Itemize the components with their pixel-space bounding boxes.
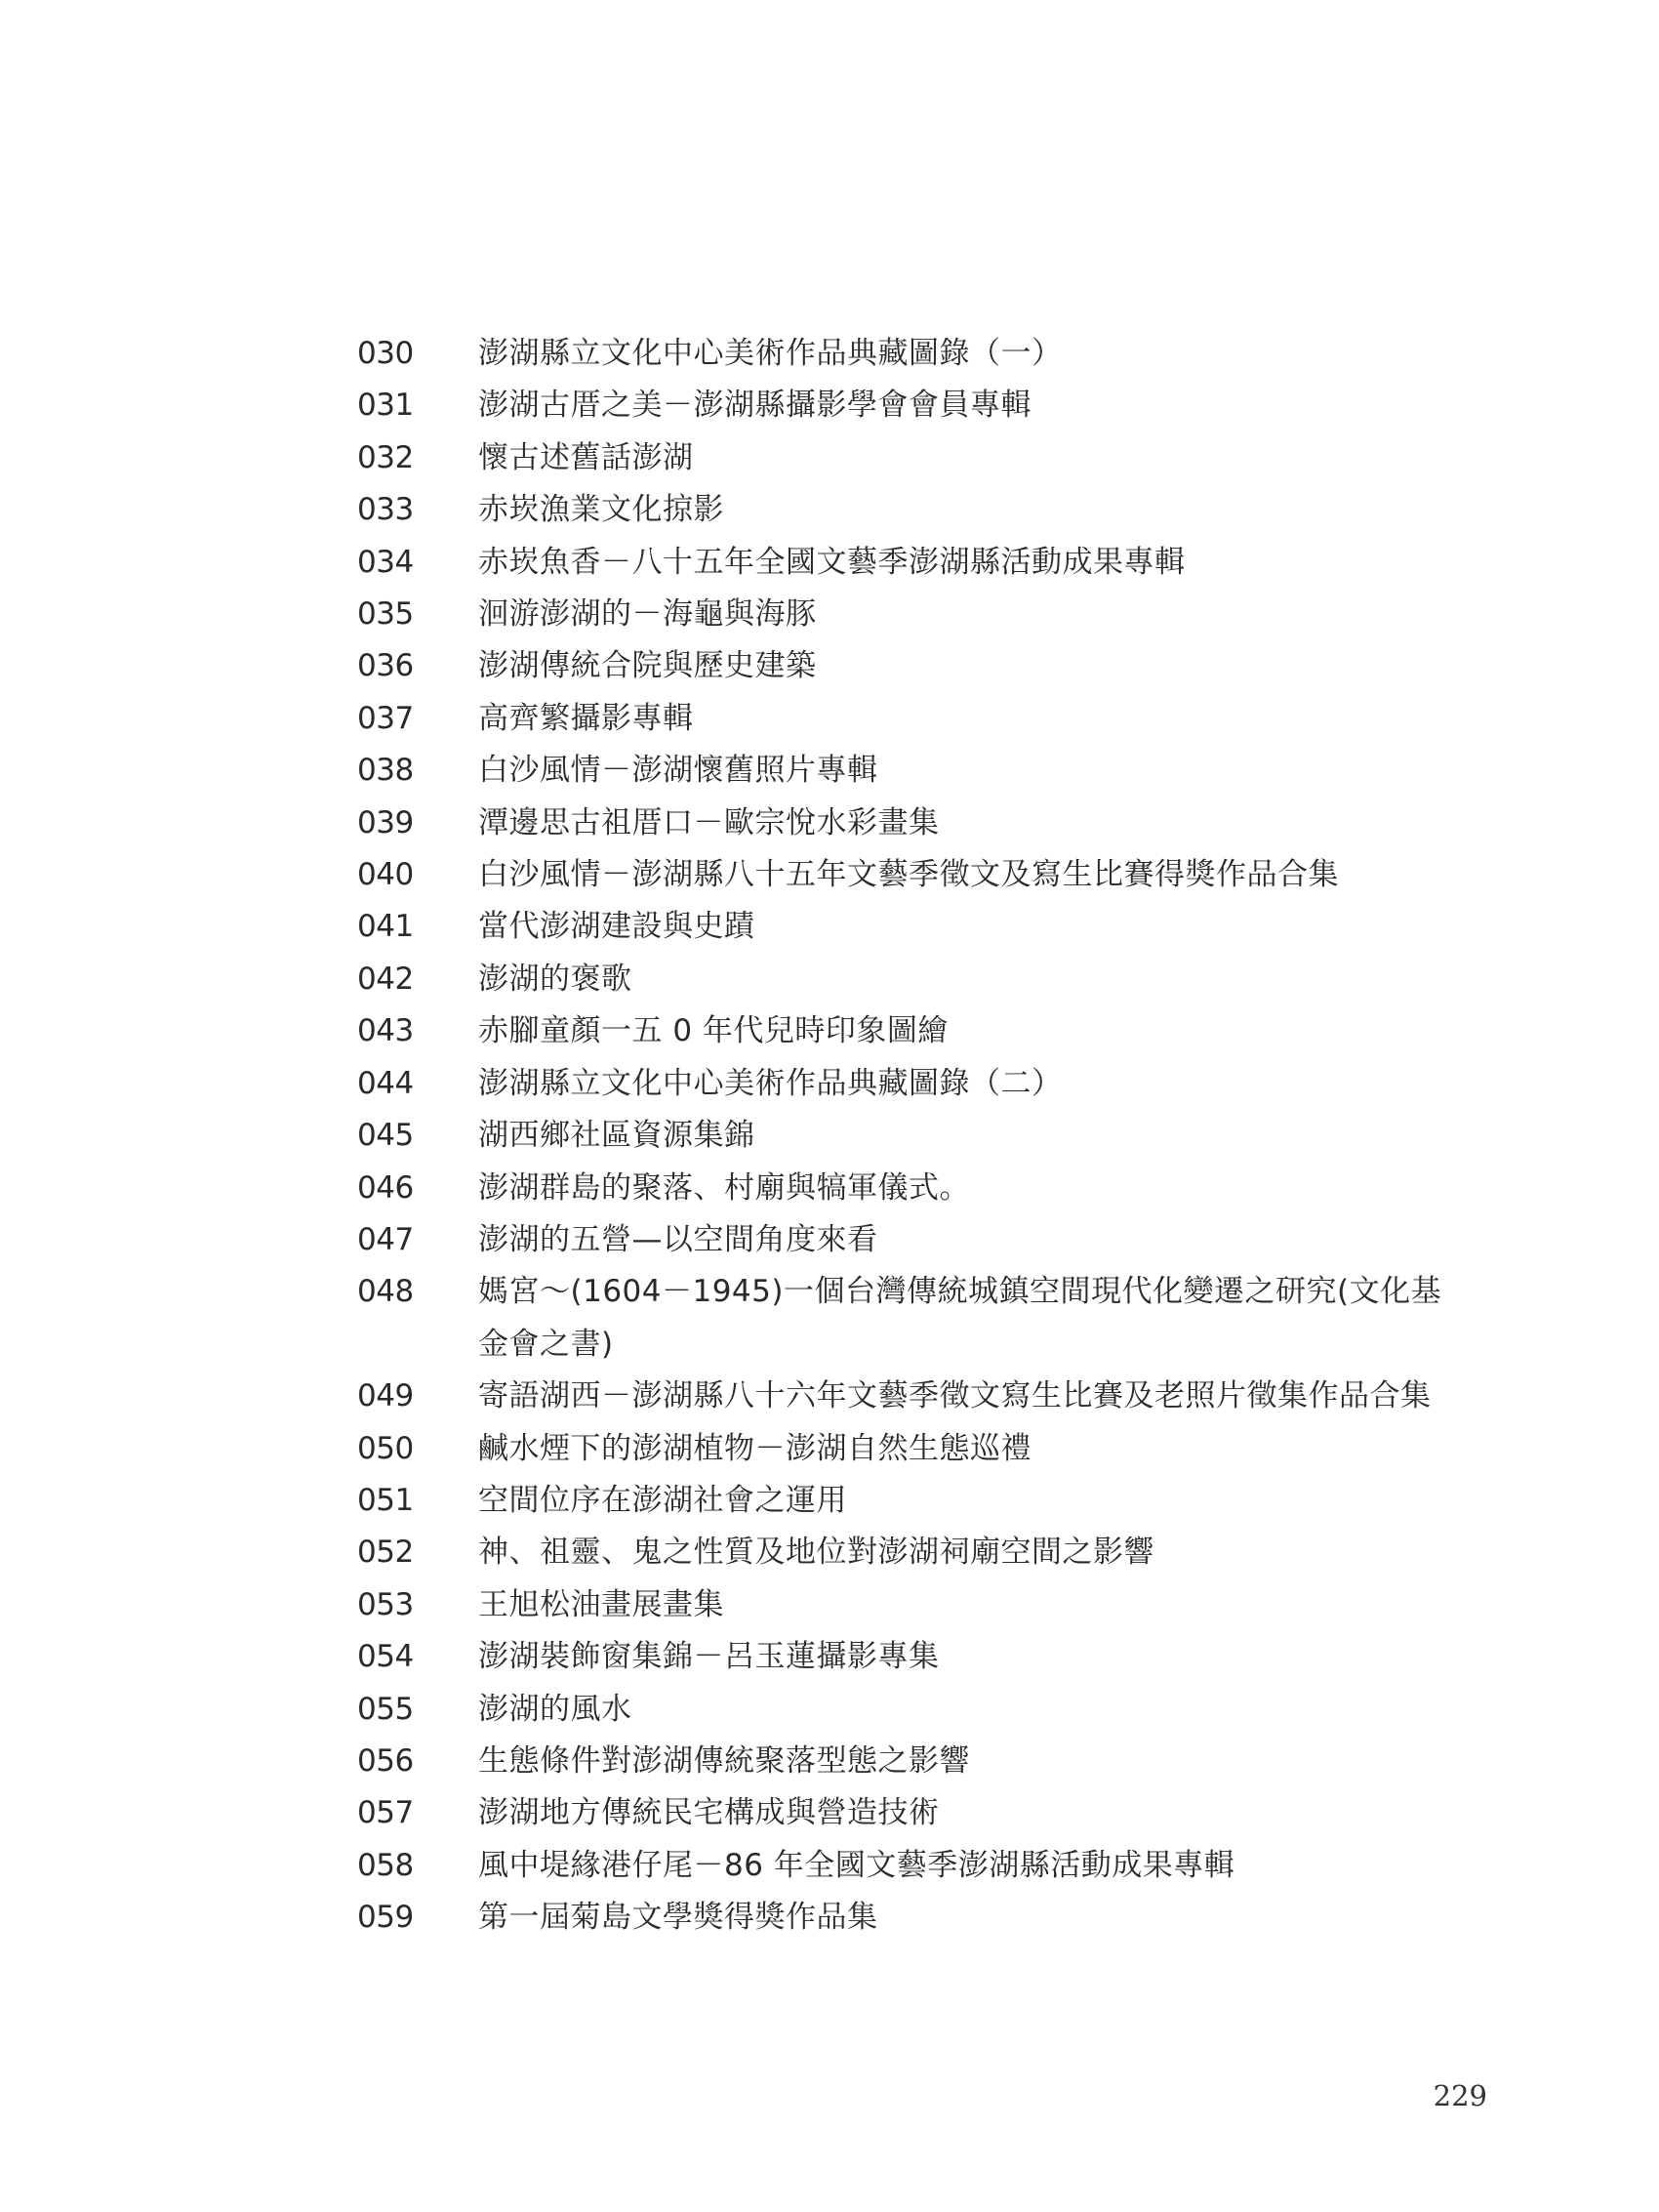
list-item (357, 954, 1470, 1005)
list-item (357, 849, 1470, 901)
entry-number: 049 (357, 1378, 414, 1414)
list-item (357, 1579, 1470, 1631)
entry-title: 風中堤緣港仔尾－86 年全國文藝季澎湖縣活動成果專輯 (478, 1847, 1235, 1883)
list-item (357, 745, 1470, 797)
list-item (357, 1475, 1470, 1527)
entry-title: 神、祖靈、鬼之性質及地位對澎湖祠廟空間之影響 (478, 1535, 1154, 1571)
entry-number: 031 (357, 388, 414, 424)
entry-number: 051 (357, 1482, 414, 1518)
list-item (357, 432, 1470, 484)
entry-number: 040 (357, 857, 414, 893)
entry-number: 047 (357, 1221, 414, 1257)
list-item (357, 1005, 1470, 1057)
entry-title: 澎湖傳統合院與歷史建築 (478, 648, 817, 684)
entry-title: 澎湖的五營—以空間角度來看 (478, 1221, 878, 1257)
publication-list (357, 328, 1470, 1945)
entry-number: 058 (357, 1847, 414, 1883)
entry-number: 038 (357, 753, 414, 789)
list-item (357, 1371, 1470, 1422)
entry-title: 白沙風情－澎湖縣八十五年文藝季徵文及寫生比賽得獎作品合集 (478, 857, 1339, 893)
entry-number: 056 (357, 1742, 414, 1779)
entry-number: 036 (357, 648, 414, 684)
entry-number: 041 (357, 909, 414, 945)
entry-number: 044 (357, 1065, 414, 1101)
list-item (357, 1527, 1470, 1578)
entry-number: 046 (357, 1169, 414, 1206)
list-item (357, 1266, 1470, 1371)
list-item (357, 1892, 1470, 1944)
list-item (357, 693, 1470, 745)
entry-number: 052 (357, 1535, 414, 1571)
list-item (357, 537, 1470, 589)
entry-title: 潭邊思古祖厝口－歐宗悅水彩畫集 (478, 804, 940, 840)
list-item (357, 1423, 1470, 1475)
entry-number: 039 (357, 804, 414, 840)
entry-number: 054 (357, 1639, 414, 1675)
list-item (357, 328, 1470, 380)
entry-number: 045 (357, 1118, 414, 1154)
entry-title: 赤崁魚香－八十五年全國文藝季澎湖縣活動成果專輯 (478, 544, 1186, 580)
entry-number: 055 (357, 1691, 414, 1727)
entry-number: 033 (357, 492, 414, 528)
entry-number: 043 (357, 1013, 414, 1049)
entry-title: 懷古述舊話澎湖 (478, 439, 694, 475)
entry-number: 032 (357, 439, 414, 475)
list-item (357, 1631, 1470, 1683)
entry-number: 035 (357, 596, 414, 633)
entry-title: 澎湖地方傳統民宅構成與營造技術 (478, 1795, 940, 1831)
entry-number: 042 (357, 961, 414, 997)
list-item (357, 1736, 1470, 1787)
entry-title: 澎湖的風水 (478, 1691, 632, 1727)
list-item (357, 901, 1470, 953)
list-item (357, 1684, 1470, 1736)
entry-number: 057 (357, 1795, 414, 1831)
entry-title: 當代澎湖建設與史蹟 (478, 909, 755, 945)
entry-number: 059 (357, 1900, 414, 1936)
entry-title: 赤崁漁業文化掠影 (478, 492, 724, 528)
entry-title: 赤腳童顏一五 0 年代兒時印象圖繪 (478, 1013, 949, 1049)
entry-title: 澎湖群島的聚落、村廟與犒軍儀式。 (478, 1169, 970, 1206)
list-item (357, 1840, 1470, 1892)
entry-title: 寄語湖西－澎湖縣八十六年文藝季徵文寫生比賽及老照片徵集作品合集 (478, 1378, 1432, 1414)
list-item (357, 1214, 1470, 1266)
entry-title: 澎湖縣立文化中心美術作品典藏圖錄（二） (478, 1065, 1063, 1101)
entry-title: 第一屆菊島文學獎得獎作品集 (478, 1900, 878, 1936)
entry-title: 媽宮～(1604－1945)一個台灣傳統城鎮空間現代化變遷之研究(文化基金會之書) (478, 1274, 1442, 1362)
list-item (357, 640, 1470, 692)
entry-title: 湖西鄉社區資源集錦 (478, 1118, 755, 1154)
entry-title: 空間位序在澎湖社會之運用 (478, 1482, 847, 1518)
entry-number: 034 (357, 544, 414, 580)
list-item (357, 1110, 1470, 1162)
entry-title: 澎湖縣立文化中心美術作品典藏圖錄（一） (478, 336, 1063, 371)
entry-number: 037 (357, 700, 414, 736)
list-item (357, 798, 1470, 849)
entry-title: 澎湖裝飾窗集錦－呂玉蓮攝影專集 (478, 1639, 940, 1675)
entry-title: 高齊繁攝影專輯 (478, 700, 694, 736)
list-item (357, 484, 1470, 536)
list-item (357, 380, 1470, 431)
entry-title: 澎湖古厝之美－澎湖縣攝影學會會員專輯 (478, 388, 1032, 424)
entry-title: 澎湖的褒歌 (478, 961, 632, 997)
entry-number: 030 (357, 336, 414, 371)
list-item (357, 589, 1470, 640)
list-item (357, 1058, 1470, 1110)
page-number: 229 (1433, 2079, 1487, 2112)
entry-number: 053 (357, 1586, 414, 1622)
entry-title: 鹹水煙下的澎湖植物－澎湖自然生態巡禮 (478, 1430, 1032, 1466)
entry-title: 白沙風情－澎湖懷舊照片專輯 (478, 753, 878, 789)
list-item (357, 1787, 1470, 1839)
list-item (357, 1163, 1470, 1214)
entry-title: 生態條件對澎湖傳統聚落型態之影響 (478, 1742, 970, 1779)
entry-number: 050 (357, 1430, 414, 1466)
entry-title: 王旭松油畫展畫集 (478, 1586, 724, 1622)
entry-number: 048 (357, 1274, 414, 1310)
entry-title: 洄游澎湖的－海龜與海豚 (478, 596, 817, 633)
